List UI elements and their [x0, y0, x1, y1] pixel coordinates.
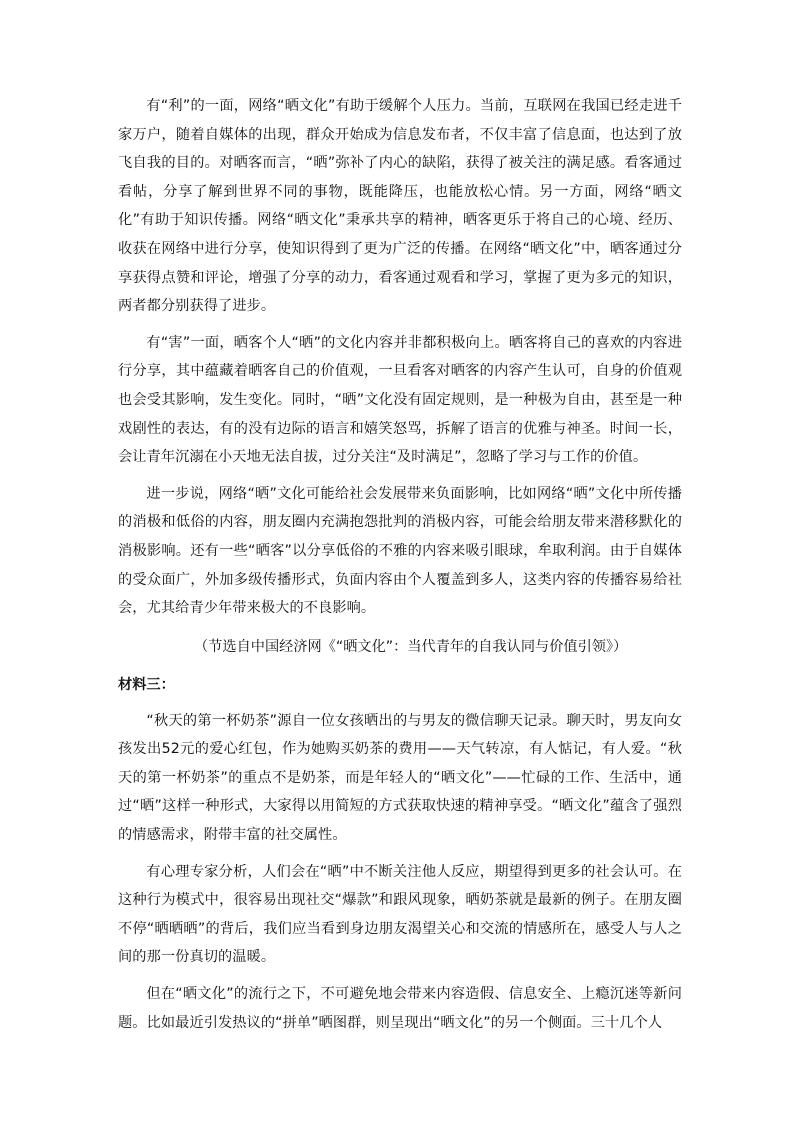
paragraph-milk-tea: “秋天的第一杯奶茶”源自一位女孩晒出的与男友的微信聊天记录。聊天时，男友向女孩发出52元的爱心红包，作为她购买奶茶的费用——天气转凉，有人惦记，有人爱。“秋天的第一杯奶茶”的重点不是奶茶，而是年轻人的“晒文化”——忙碌的工作、生活中，通过“晒”这样一种形式，大家得以用简短的方式获取快速的精神享受。“晒文化”蕴含了强烈的情感需求，附带丰富的社交属性。 [118, 712, 682, 844]
paragraph-social-impact: 进一步说，网络“晒”文化可能给社会发展带来负面影响，比如网络“晒”文化中所传播的消极和低俗的内容，朋友圈内充满抱怨批判的消极内容，可能会给朋友带来潜移默化的消极影响。还有一些“晒客”以分享低俗的不雅的内容来吸引眼球，牟取利润。由于自媒体的受众面广，外加多级传播形式，负面内容由个人覆盖到多人，这类内容的传播容易给社会，尤其给青少年带来极大的不良影响。 [118, 485, 682, 617]
paragraph-psychology: 有心理专家分析，人们会在“晒”中不断关注他人反应，期望得到更多的社会认可。在这种行为模式中，很容易出现社交“爆款”和跟风现象，晒奶茶就是最新的例子。在朋友圈不停“晒晒晒”的背后，我们应当看到身边朋友渴望关心和交流的情感所在，感受人与人之间的那一份真切的温暖。 [118, 863, 682, 966]
section-heading-material-three: 材料三： [118, 676, 175, 693]
paragraph-new-problems: 但在“晒文化”的流行之下，不可避免地会带来内容造假、信息安全、上瘾沉迷等新问题。比如最近引发热议的“拼单”晒图群，则呈现出“晒文化”的另一个侧面。三十几个人 [118, 986, 682, 1031]
paragraph-benefit: 有“利”的一面，网络“晒文化”有助于缓解个人压力。当前，互联网在我国已经走进千家万户，随着自媒体的出现，群众开始成为信息发布者，不仅丰富了信息面，也达到了放飞自我的目的。对晒客而言，“晒”弥补了内心的缺陷，获得了被关注的满足感。看客通过看帖，分享了解到世界不同的事物，既能降压，也能放松心情。另一方面，网络“晒文化”有助于知识传播。网络“晒文化”秉承共享的精神，晒客更乐于将自己的心境、经历、收获在网络中进行分享，使知识得到了更为广泛的传播。在网络“晒文化”中，晒客通过分享获得点赞和评论，增强了分享的动力，看客通过观看和学习，掌握了更为多元的知识，两者都分别获得了进步。 [118, 98, 682, 315]
source-citation: （节选自中国经济网《“晒文化”：当代青年的自我认同与价值引领》） [194, 638, 628, 655]
paragraph-harm: 有“害”一面，晒客个人“晒”的文化内容并非都积极向上。晒客将自己的喜欢的内容进行分享，其中蕴藏着晒客自己的价值观，一旦看客对晒客的内容产生认可，自身的价值观也会受其影响，发生变化。同时，“晒”文化没有固定规则，是一种极为自由，甚至是一种戏剧性的表达，有的没有边际的语言和嬉笑怒骂，拆解了语言的优雅与神圣。时间一长，会让青年沉溺在小天地无法自拔，过分关注“及时满足”，忽略了学习与工作的价值。 [118, 334, 682, 466]
document-page [118, 92, 682, 1037]
